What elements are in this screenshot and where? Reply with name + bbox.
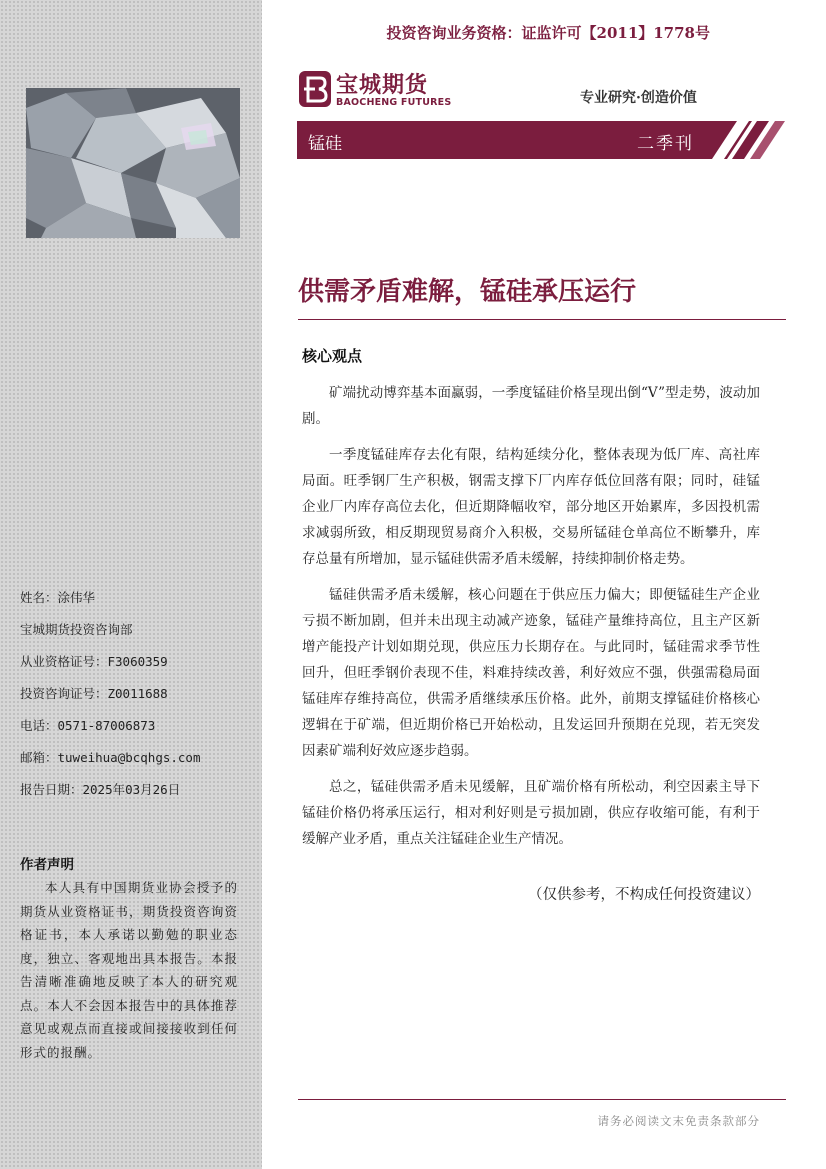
author-name: 姓名：涂伟华 — [20, 590, 96, 605]
author-department: 宝城期货投资咨询部 — [20, 622, 133, 637]
author-phone: 电话：0571-87006873 — [20, 718, 156, 733]
core-views — [302, 380, 760, 862]
logo-text-cn: 宝城期货 — [336, 73, 429, 98]
slogan: 专业研究·创造价值 — [580, 90, 697, 106]
disclaimer: （仅供参考，不构成任何投资建议） — [528, 887, 760, 903]
banner-product: 锰硅 — [308, 134, 342, 154]
footer-divider — [298, 1099, 786, 1100]
author-email[interactable]: 邮箱：tuweihua@bcqhgs.com — [20, 750, 201, 765]
author-license: 从业资格证号：F3060359 — [20, 654, 168, 669]
report-title: 供需矛盾难解，锰硅承压运行 — [298, 277, 637, 307]
section-title: 核心观点 — [302, 347, 363, 365]
paragraph-1: 矿端扰动博弈基本面赢弱，一季度锰硅价格呈现出倒“V”型走势，波动加剧。 — [302, 385, 760, 427]
cover-photo — [26, 88, 240, 238]
banner-period: 二季刊 — [637, 134, 694, 154]
author-consult-license: 投资咨询证号：Z0011688 — [20, 686, 168, 701]
logo-mark-icon — [298, 70, 332, 108]
company-logo — [298, 68, 452, 112]
title-divider — [298, 319, 786, 320]
product-banner — [297, 121, 785, 159]
paragraph-3: 锰硅供需矛盾未缓解，核心问题在于供应压力偏大；即便锰硅生产企业亏损不断加剧，但并未出现主动减产迹象，锰硅产量维持高位，且主产区新增产能投产计划如期兑现，供应压力长期存在。与此同时，锰硅需求季节性回升，但旺季钢价表现不佳，料难持续改善，利好效应不强，供强需稳局面锰硅库存维持高位，供需矛盾继续承压价格。此外，前期支撑锰硅价格核心逻辑在于矿端，但近期价格已开始松动，且发运回升预期在兑现，若无突发因素矿端利好效应逐步趋弱。 — [302, 587, 760, 759]
paragraph-4: 总之，锰硅供需矛盾未见缓解，且矿端价格有所松动，利空因素主导下锰硅价格仍将承压运行，相对利好则是亏损加剧，供应存收缩可能，有利于缓解产业矛盾，重点关注锰硅企业生产情况。 — [302, 779, 760, 847]
certification-line: 投资咨询业务资格：证监许可【2011】1778号 — [386, 24, 710, 42]
paragraph-2: 一季度锰硅库存去化有限，结构延续分化，整体表现为低厂库、高社库局面。旺季钢厂生产积极，钢需支撑下厂内库存低位回落有限；同时，硅锰企业厂内库存高位去化，但近期降幅收窄，部分地区开始累库，多因投机需求减弱所致，相反期现贸易商介入积极，交易所锰硅仓单高位不断攀升，库存总量有所增加，显示锰硅供需矛盾未缓解，持续抑制价格走势。 — [302, 447, 760, 567]
banner-background — [297, 121, 785, 159]
footer-note[interactable]: 请务必阅读文末免责条款部分 — [597, 1114, 760, 1128]
author-contact — [20, 588, 250, 812]
logo-text-en: BAOCHENG FUTURES — [336, 97, 452, 108]
declaration-title: 作者声明 — [20, 857, 74, 873]
sidebar — [0, 0, 262, 1169]
report-date: 报告日期：2025年03月26日 — [20, 782, 181, 797]
declaration-text: 本人具有中国期货业协会授予的期货从业资格证书，期货投资咨询资格证书，本人承诺以勤勉的职业态度，独立、客观地出具本报告。本报告清晰准确地反映了本人的研究观点。本人不会因本报告中的具体推荐意见或观点而直接或间接接收到任何形式的报酬。 — [20, 880, 238, 1060]
